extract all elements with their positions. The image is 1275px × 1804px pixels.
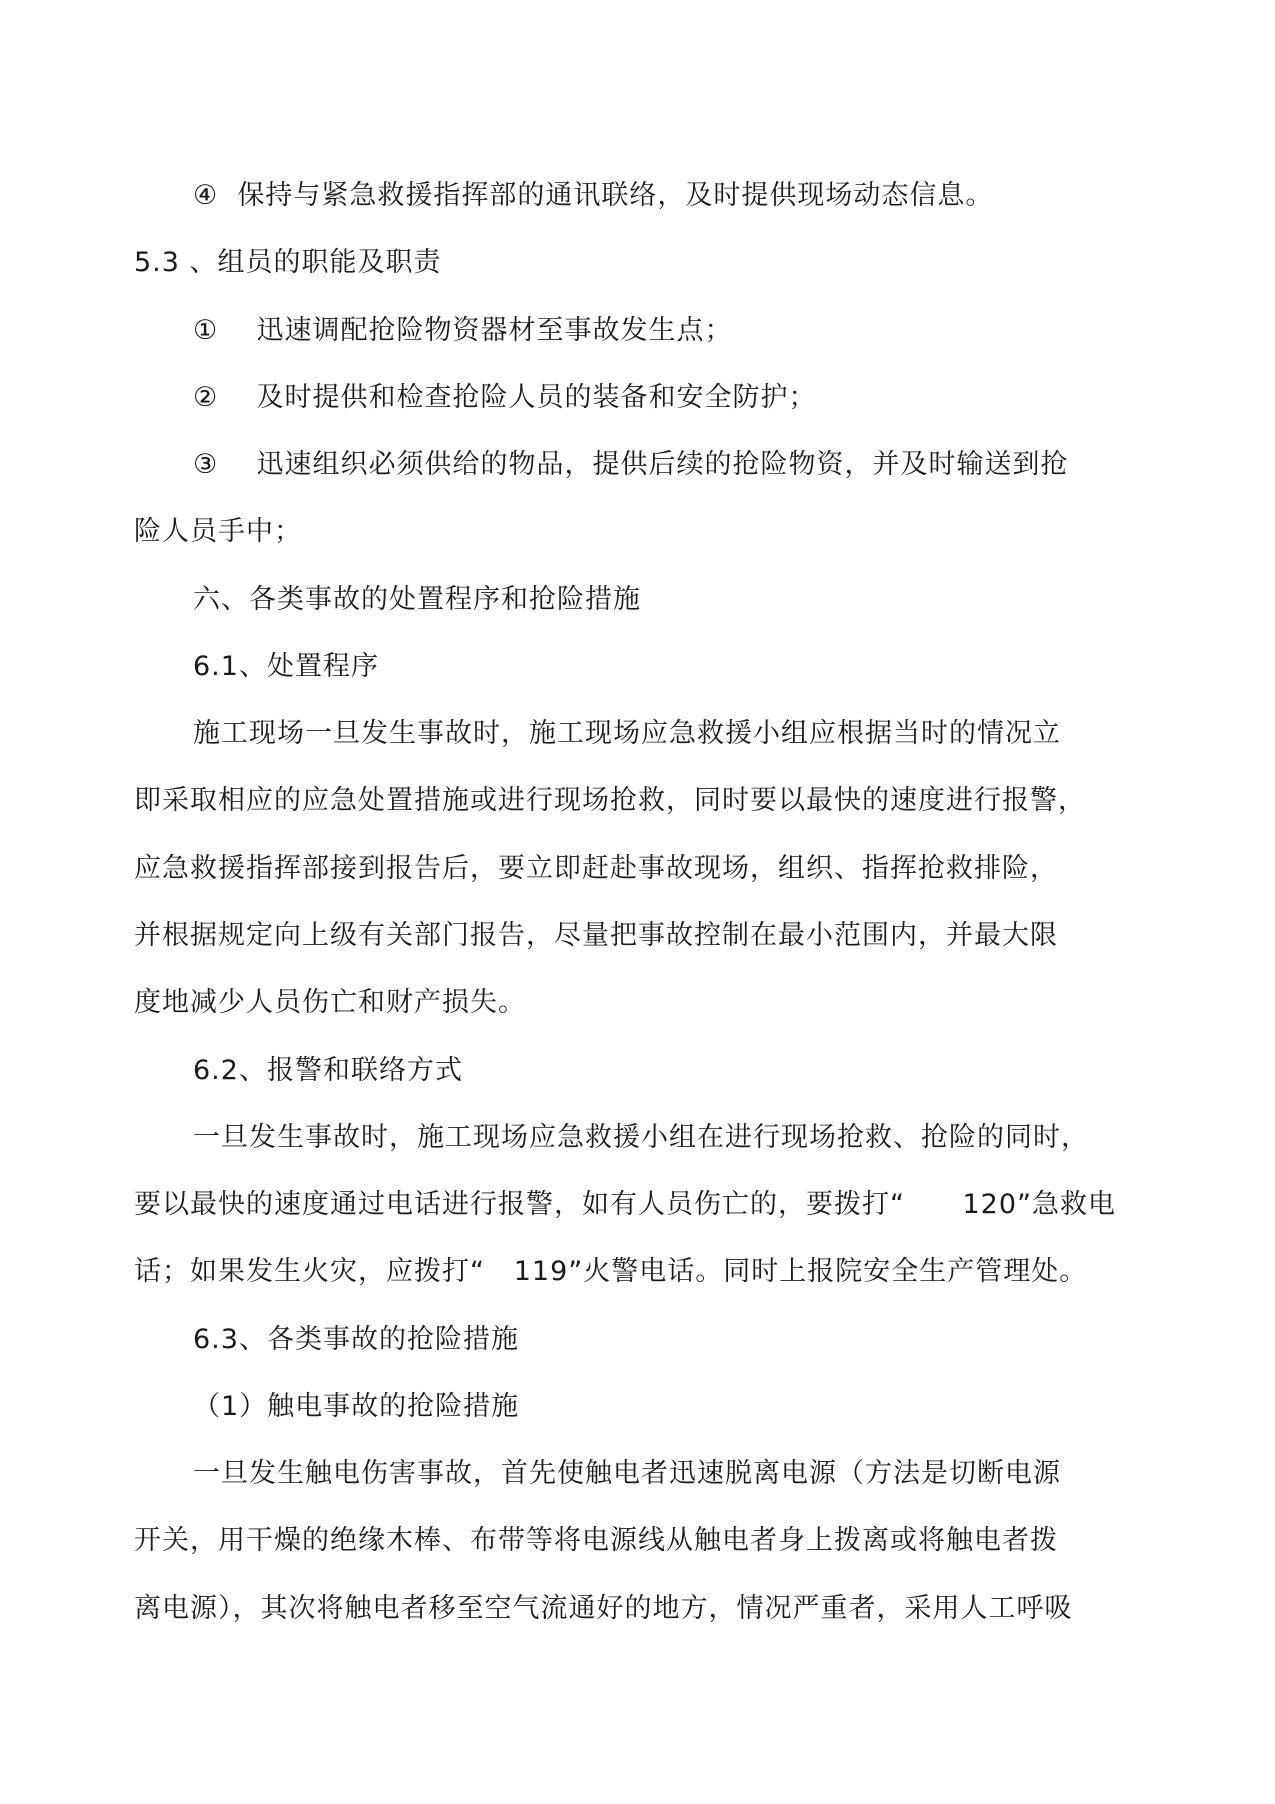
list-item-1: ① 迅速调配抢险物资器材至事故发生点； <box>193 315 733 346</box>
paragraph-line: 要以最快的速度通过电话进行报警，如有人员伤亡的，要拨打“ 120”急救电 <box>134 1189 1117 1220</box>
paragraph-line: 即采取相应的应急处置措施或进行现场抢救，同时要以最快的速度进行报警， <box>134 785 1086 816</box>
list-item-3: ③ 迅速组织必须供给的物品，提供后续的抢险物资，并及时输送到抢 <box>193 449 1069 480</box>
list-item-2: ② 及时提供和检查抢险人员的装备和安全防护； <box>193 382 817 413</box>
section-heading-6-2: 6.2、报警和联络方式 <box>193 1055 463 1086</box>
paragraph-line: 开关，用干燥的绝缘木棒、布带等将电源线从触电者身上拨离或将触电者拨 <box>134 1525 1058 1556</box>
paragraph-line: 一旦发生事故时，施工现场应急救援小组在进行现场抢救、抢险的同时， <box>193 1122 1089 1153</box>
section-heading-6-1: 6.1、处置程序 <box>193 651 379 682</box>
section-heading-5-3: 5.3 、组员的职能及职责 <box>134 247 442 278</box>
paragraph-line: 话；如果发生火灾，应拨打“ 119”火警电话。同时上报院安全生产管理处。 <box>134 1256 1088 1287</box>
section-heading-6-3: 6.3、各类事故的抢险措施 <box>193 1324 519 1355</box>
paragraph-line: 并根据规定向上级有关部门报告，尽量把事故控制在最小范围内，并最大限 <box>134 920 1058 951</box>
paragraph-line: 施工现场一旦发生事故时，施工现场应急救援小组应根据当时的情况立 <box>193 718 1061 749</box>
chapter-heading-6: 六、各类事故的处置程序和抢险措施 <box>193 584 641 615</box>
paragraph-line: 度地减少人员伤亡和财产损失。 <box>134 987 526 1018</box>
list-item-3-continued: 险人员手中； <box>134 516 302 547</box>
paragraph-line: 一旦发生触电伤害事故，首先使触电者迅速脱离电源（方法是切断电源 <box>193 1458 1061 1489</box>
subsection-heading-1: （1）触电事故的抢险措施 <box>193 1391 520 1422</box>
paragraph-line: 离电源），其次将触电者移至空气流通好的地方，情况严重者，采用人工呼吸 <box>134 1593 1073 1624</box>
list-item-4: ④ 保持与紧急救援指挥部的通讯联络，及时提供现场动态信息。 <box>193 180 994 211</box>
paragraph-line: 应急救援指挥部接到报告后，要立即赶赴事故现场，组织、指挥抢救排险， <box>134 853 1058 884</box>
